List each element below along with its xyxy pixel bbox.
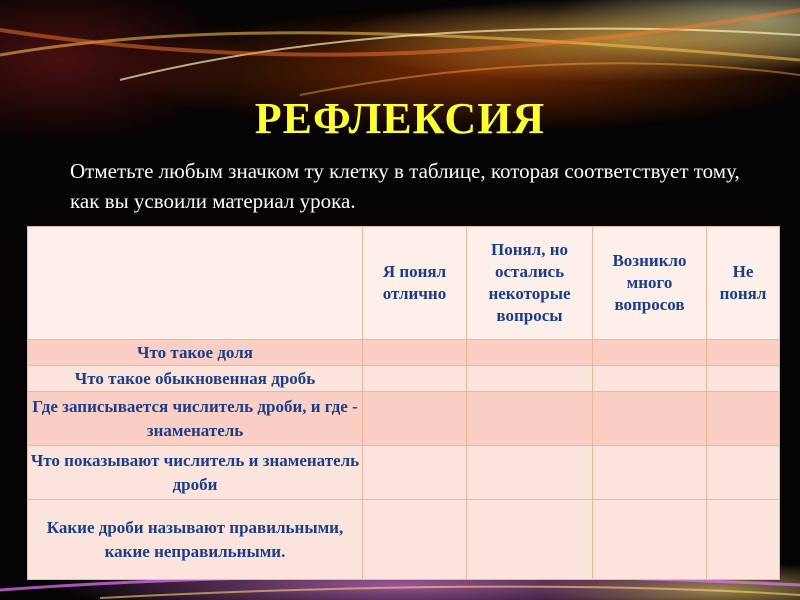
answer-cell[interactable] [363,392,467,446]
answer-cell[interactable] [467,446,593,500]
row-label: Что такое доля [28,340,363,366]
row-label: Что показывают числитель и знаменатель дроби [28,446,363,500]
answer-cell[interactable] [707,366,780,392]
answer-cell[interactable] [363,340,467,366]
answer-cell[interactable] [467,366,593,392]
table-row [28,446,780,500]
table-header-cell: Я понял отлично [363,227,467,340]
row-label: Что такое обыкновенная дробь [28,366,363,392]
answer-cell[interactable] [593,340,707,366]
answer-cell[interactable] [363,446,467,500]
answer-cell[interactable] [707,392,780,446]
table-header-cell: Не понял [707,227,780,340]
table-header-cell: Возникло много вопросов [593,227,707,340]
answer-cell[interactable] [467,392,593,446]
answer-cell[interactable] [707,446,780,500]
slide-title: РЕФЛЕКСИЯ [254,94,546,143]
answer-cell[interactable] [707,340,780,366]
answer-cell[interactable] [467,340,593,366]
table-row [28,366,780,392]
table-header-cell: Понял, но остались некоторые вопросы [467,227,593,340]
answer-cell[interactable] [707,500,780,580]
answer-cell[interactable] [593,392,707,446]
table-row [28,340,780,366]
answer-cell[interactable] [467,500,593,580]
reflection-table [27,226,779,580]
table-header-row [28,227,780,340]
answer-cell[interactable] [593,446,707,500]
row-label: Где записывается числитель дроби, и где - знаменатель [28,392,363,446]
answer-cell[interactable] [363,500,467,580]
table-row [28,392,780,446]
answer-cell[interactable] [363,366,467,392]
row-label: Какие дроби называют правильными, какие неправильными. [28,500,363,580]
answer-cell[interactable] [593,500,707,580]
answer-cell[interactable] [593,366,707,392]
table-row [28,500,780,580]
slide-subtitle: Отметьте любым значком ту клетку в таблице, которая соответствует тому, как вы усвоили материал урока. [70,159,740,213]
table-header-cell [28,227,363,340]
